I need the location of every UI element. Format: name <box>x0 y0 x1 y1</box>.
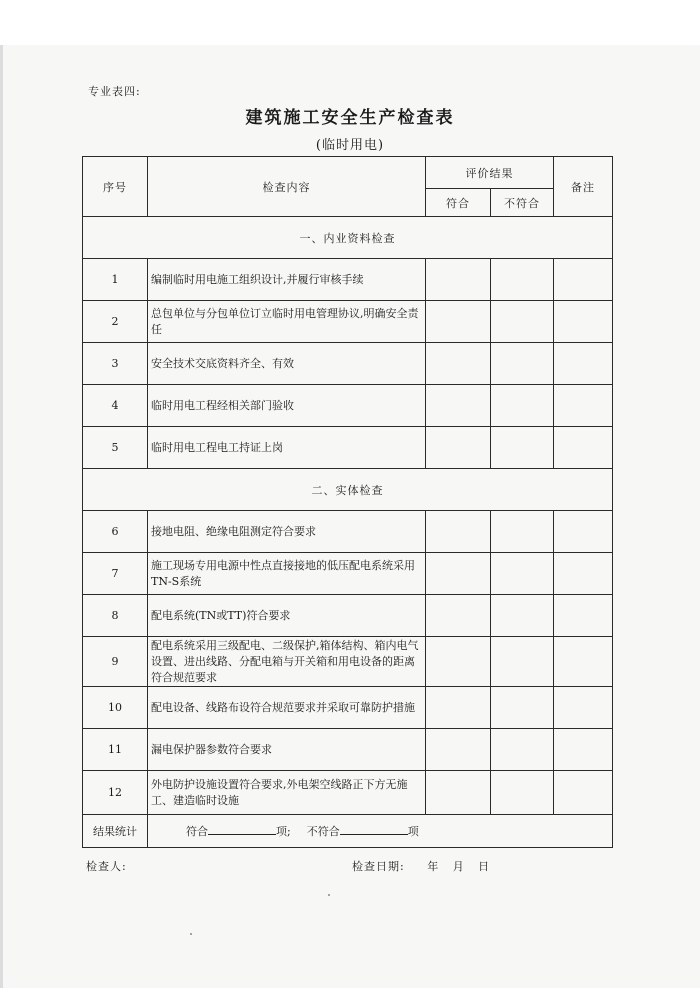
row-content: 施工现场专用电源中性点直接接地的低压配电系统采用TN-S系统 <box>148 553 426 595</box>
remarks-cell[interactable] <box>554 595 613 637</box>
row-number: 11 <box>83 729 148 771</box>
pass-cell[interactable] <box>426 511 491 553</box>
fail-cell[interactable] <box>491 385 554 427</box>
section-title: 二、实体检查 <box>83 469 613 511</box>
summary-cell <box>148 815 613 848</box>
pass-cell[interactable] <box>426 259 491 301</box>
fail-cell[interactable] <box>491 553 554 595</box>
page-subtitle: (临时用电) <box>315 138 385 153</box>
row-content: 外电防护设施设置符合要求,外电架空线路正下方无施工、建造临时设施 <box>148 771 426 815</box>
inspector-label: 检查人: <box>86 860 127 873</box>
pass-cell[interactable] <box>426 771 491 815</box>
fail-cell[interactable] <box>491 595 554 637</box>
table-row <box>83 511 613 553</box>
pass-cell[interactable] <box>426 553 491 595</box>
fail-cell[interactable] <box>491 301 554 343</box>
row-number: 5 <box>83 427 148 469</box>
table-row <box>83 427 613 469</box>
header-content: 检查内容 <box>148 157 426 217</box>
fail-cell[interactable] <box>491 771 554 815</box>
pass-cell[interactable] <box>426 729 491 771</box>
page-title: 建筑施工安全生产检查表 <box>245 108 455 128</box>
pass-cell[interactable] <box>426 427 491 469</box>
table-row <box>83 687 613 729</box>
scan-speck <box>328 894 330 896</box>
remarks-cell[interactable] <box>554 729 613 771</box>
remarks-cell[interactable] <box>554 385 613 427</box>
table-row <box>83 385 613 427</box>
section-title: 一、内业资料检查 <box>83 217 613 259</box>
table-row <box>83 729 613 771</box>
pass-cell[interactable] <box>426 687 491 729</box>
scan-left-edge <box>0 45 3 988</box>
row-content: 编制临时用电施工组织设计,并履行审核手续 <box>148 259 426 301</box>
summary-unit2: 项 <box>407 825 419 838</box>
date-fields: 年 月 日 <box>427 860 491 873</box>
remarks-cell[interactable] <box>554 427 613 469</box>
date-label: 检查日期: <box>352 860 405 873</box>
summary-fail-blank[interactable] <box>340 823 408 835</box>
inspection-table <box>82 156 613 848</box>
row-number: 6 <box>83 511 148 553</box>
row-number: 10 <box>83 687 148 729</box>
row-number: 9 <box>83 637 148 687</box>
header-pass: 符合 <box>426 189 491 217</box>
pass-cell[interactable] <box>426 385 491 427</box>
table-row <box>83 771 613 815</box>
row-content: 接地电阻、绝缘电阻测定符合要求 <box>148 511 426 553</box>
pass-cell[interactable] <box>426 595 491 637</box>
row-content: 总包单位与分包单位订立临时用电管理协议,明确安全责任 <box>148 301 426 343</box>
inspection-date <box>352 858 490 874</box>
fail-cell[interactable] <box>491 259 554 301</box>
remarks-cell[interactable] <box>554 637 613 687</box>
pass-cell[interactable] <box>426 343 491 385</box>
fail-cell[interactable] <box>491 687 554 729</box>
summary-pass-blank[interactable] <box>208 823 276 835</box>
table-row <box>83 637 613 687</box>
row-content: 配电系统采用三级配电、二级保护,箱体结构、箱内电气设置、进出线路、分配电箱与开关箱和用电设备的距离符合规范要求 <box>148 637 426 687</box>
row-number: 12 <box>83 771 148 815</box>
table-row <box>83 595 613 637</box>
fail-cell[interactable] <box>491 511 554 553</box>
fail-cell[interactable] <box>491 343 554 385</box>
scan-speck <box>190 933 192 935</box>
summary-fail-label: 不符合 <box>306 825 340 838</box>
remarks-cell[interactable] <box>554 687 613 729</box>
remarks-cell[interactable] <box>554 553 613 595</box>
row-content: 临时用电工程电工持证上岗 <box>148 427 426 469</box>
remarks-cell[interactable] <box>554 771 613 815</box>
remarks-cell[interactable] <box>554 259 613 301</box>
row-content: 安全技术交底资料齐全、有效 <box>148 343 426 385</box>
row-content: 漏电保护器参数符合要求 <box>148 729 426 771</box>
row-number: 3 <box>83 343 148 385</box>
summary-unit1: 项; <box>276 825 291 838</box>
row-content: 临时用电工程经相关部门验收 <box>148 385 426 427</box>
table-row <box>83 301 613 343</box>
table-row <box>83 259 613 301</box>
table-row <box>83 343 613 385</box>
header-remarks: 备注 <box>554 157 613 217</box>
fail-cell[interactable] <box>491 427 554 469</box>
remarks-cell[interactable] <box>554 343 613 385</box>
row-number: 4 <box>83 385 148 427</box>
fail-cell[interactable] <box>491 637 554 687</box>
pass-cell[interactable] <box>426 637 491 687</box>
summary-pass-label: 符合 <box>186 825 208 838</box>
table-row <box>83 553 613 595</box>
pass-cell[interactable] <box>426 301 491 343</box>
remarks-cell[interactable] <box>554 301 613 343</box>
row-number: 1 <box>83 259 148 301</box>
summary-label: 结果统计 <box>83 815 148 848</box>
row-content: 配电系统(TN或TT)符合要求 <box>148 595 426 637</box>
remarks-cell[interactable] <box>554 511 613 553</box>
header-seq: 序号 <box>83 157 148 217</box>
header-evaluation: 评价结果 <box>426 157 554 189</box>
row-number: 7 <box>83 553 148 595</box>
row-number: 8 <box>83 595 148 637</box>
row-content: 配电设备、线路布设符合规范要求并采取可靠防护措施 <box>148 687 426 729</box>
row-number: 2 <box>83 301 148 343</box>
header-fail: 不符合 <box>491 189 554 217</box>
scan-top-band <box>0 0 700 45</box>
fail-cell[interactable] <box>491 729 554 771</box>
form-label: 专业表四: <box>88 85 141 98</box>
